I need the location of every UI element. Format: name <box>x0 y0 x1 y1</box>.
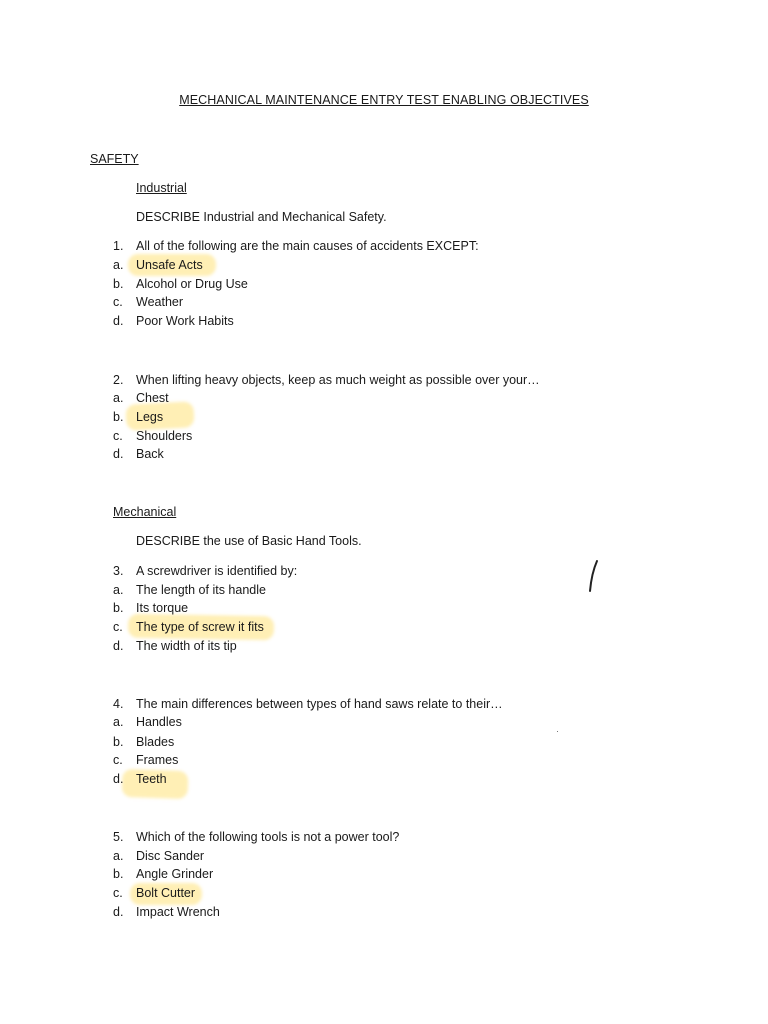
option-text: The length of its handle <box>136 583 266 597</box>
option-text: Shoulders <box>136 429 193 443</box>
option-text: Disc Sander <box>136 849 205 863</box>
option-letter: c. <box>113 295 123 309</box>
option-letter: c. <box>113 753 123 767</box>
question-number: 3. <box>113 564 124 578</box>
question-number: 2. <box>113 373 124 387</box>
option-letter: c. <box>113 886 123 900</box>
option-text: Alcohol or Drug Use <box>136 277 248 291</box>
option-letter: d. <box>113 314 124 328</box>
option-letter: b. <box>113 277 124 291</box>
objective-industrial: DESCRIBE Industrial and Mechanical Safety. <box>136 210 387 224</box>
option-letter: a. <box>113 583 124 597</box>
stray-dot-mark <box>557 731 558 732</box>
option-letter: d. <box>113 447 124 461</box>
question-text: All of the following are the main causes of accidents EXCEPT: <box>136 239 479 253</box>
question-number: 1. <box>113 239 124 253</box>
document-title: MECHANICAL MAINTENANCE ENTRY TEST ENABLING OBJECTIVES <box>179 93 589 107</box>
option-text: Teeth <box>136 772 167 786</box>
option-letter: b. <box>113 601 124 615</box>
pen-stroke-mark <box>585 558 603 594</box>
option-letter: c. <box>113 620 123 634</box>
question-text: When lifting heavy objects, keep as much weight as possible over your… <box>136 373 540 387</box>
option-text: Bolt Cutter <box>136 886 196 900</box>
question-text: A screwdriver is identified by: <box>136 564 298 578</box>
option-text: Angle Grinder <box>136 867 214 881</box>
option-letter: a. <box>113 715 124 729</box>
option-text: Poor Work Habits <box>136 314 234 328</box>
option-letter: d. <box>113 772 124 786</box>
option-letter: d. <box>113 639 124 653</box>
option-text: Chest <box>136 391 169 405</box>
option-letter: a. <box>113 258 124 272</box>
option-text: The width of its tip <box>136 639 237 653</box>
subsection-heading-industrial: Industrial <box>136 181 187 195</box>
option-text: Back <box>136 447 164 461</box>
objective-mechanical: DESCRIBE the use of Basic Hand Tools. <box>136 534 362 548</box>
option-letter: b. <box>113 410 124 424</box>
option-letter: a. <box>113 391 124 405</box>
subsection-heading-mechanical: Mechanical <box>113 505 177 519</box>
option-text: Handles <box>136 715 182 729</box>
option-letter: b. <box>113 867 124 881</box>
option-text: Blades <box>136 735 175 749</box>
section-heading-safety: SAFETY <box>90 152 139 166</box>
option-letter: a. <box>113 849 124 863</box>
option-text: Its torque <box>136 601 189 615</box>
option-text: Weather <box>136 295 184 309</box>
question-text: Which of the following tools is not a power tool? <box>136 830 400 844</box>
question-number: 4. <box>113 697 124 711</box>
option-letter: c. <box>113 429 123 443</box>
question-number: 5. <box>113 830 124 844</box>
option-text: Frames <box>136 753 179 767</box>
option-text: Legs <box>136 410 164 424</box>
option-text: Unsafe Acts <box>136 258 203 272</box>
option-letter: b. <box>113 735 124 749</box>
option-text: Impact Wrench <box>136 905 220 919</box>
option-letter: d. <box>113 905 124 919</box>
option-text: The type of screw it fits <box>136 620 264 634</box>
question-text: The main differences between types of hand saws relate to their… <box>136 697 503 711</box>
